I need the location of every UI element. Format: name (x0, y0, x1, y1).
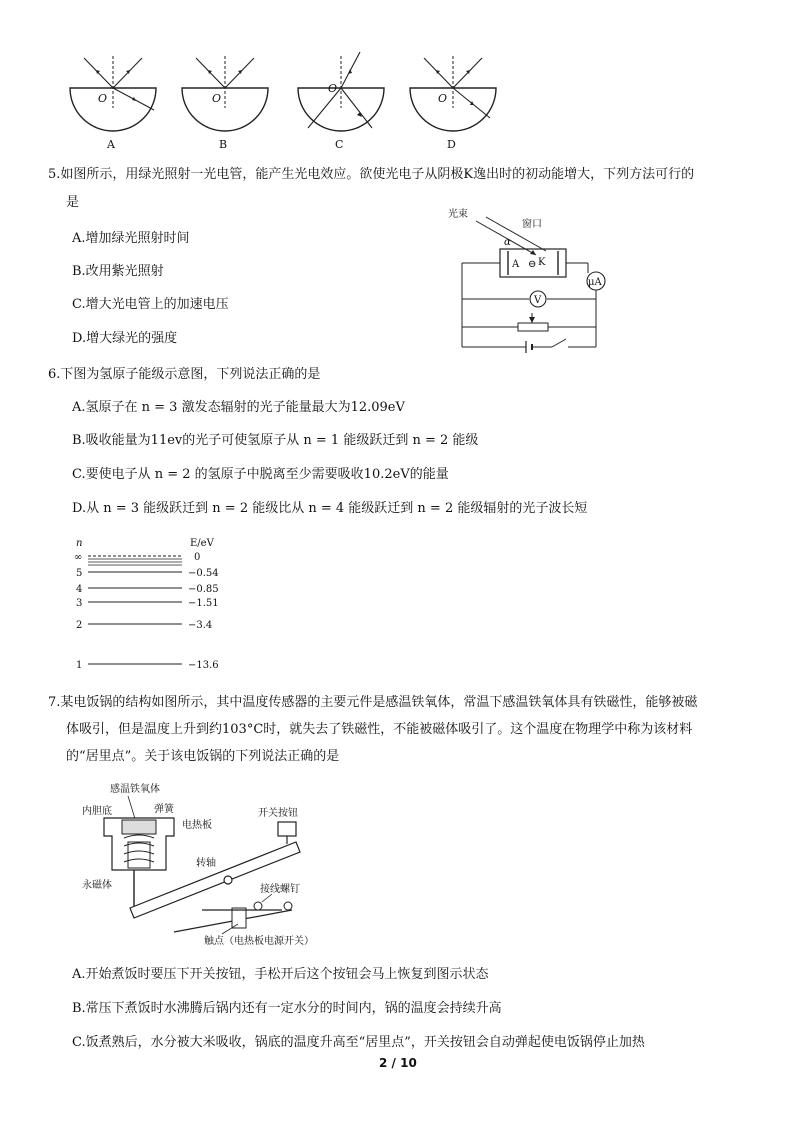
page-number: 2 / 10 (379, 1056, 417, 1070)
q5-option-b: B.改用紫光照射 (72, 264, 164, 279)
lens-label-a: A (107, 138, 115, 151)
lens-label-b: B (219, 138, 228, 151)
q6-option-a: A.氢原子在 n = 3 激发态辐射的光子能量最大为12.09eV (72, 400, 405, 415)
microammeter-label: μA (588, 277, 602, 288)
q5-option-a: A.增加绿光照射时间 (72, 231, 190, 246)
rheostat (518, 323, 548, 331)
q5-stem-line2: 是 (66, 195, 80, 210)
q5-stem-line1: 5.如图所示，用绿光照射一光电管，能产生光电效应。欲使光电子从阴极K逸出时的初动能增大，下列方法可行的 (48, 167, 695, 182)
contact-label: 触点（电热板电源开关） (204, 936, 314, 947)
n-header: n (76, 538, 83, 549)
level-n: 3 (76, 598, 83, 609)
level-n: 5 (76, 568, 83, 579)
lens-figure-d (402, 52, 502, 152)
q5-phototube-circuit (448, 205, 628, 355)
q6-stem: 6.下图为氢原子能级示意图，下列说法正确的是 (48, 367, 321, 382)
lens-figure-a (62, 52, 162, 152)
q7-rice-cooker-diagram (82, 780, 342, 950)
q7-option-a: A.开始煮饭时要压下开关按钮，手松开后这个按钮会马上恢复到图示状态 (72, 967, 489, 982)
q5-option-d: D.增大绿光的强度 (72, 331, 178, 346)
beam-label: 光束 (448, 209, 468, 220)
heating-plate-label: 电热板 (182, 820, 212, 831)
spring-label: 弹簧 (154, 804, 174, 815)
q7-stem-line2: 体吸引，但是温度上升到约103°C时，就失去了铁磁性，不能被磁体吸引了。这个温度在物理学中称为该材料 (66, 722, 693, 737)
level-n: 1 (76, 660, 83, 671)
q6-option-d: D.从 n = 3 能级跃迁到 n = 2 能级比从 n = 4 能级跃迁到 n = 2 能级辐射的光子波长短 (72, 501, 588, 516)
angle-label: α (504, 237, 511, 248)
switch-button-label: 开关按钮 (258, 808, 298, 819)
center-label: O (328, 82, 338, 95)
lens-figure-c (290, 52, 390, 152)
level-e: −3.4 (188, 620, 213, 631)
lens-figure-b (174, 52, 274, 152)
q7-stem-line3: 的“居里点”。关于该电饭锅的下列说法正确的是 (66, 749, 340, 764)
center-label: O (438, 92, 448, 105)
level-e: 0 (194, 552, 201, 563)
level-e: −0.54 (188, 568, 219, 579)
q7-option-b: B.常压下煮饭时水沸腾后锅内还有一定水分的时间内，锅的温度会持续升高 (72, 1001, 502, 1016)
ferrite-label: 感温铁氧体 (110, 784, 160, 795)
inner-bottom-label: 内胆底 (82, 806, 112, 817)
anode-label: A (512, 259, 520, 270)
q6-option-b: B.吸收能量为11ev的光子可使氢原子从 n = 1 能级跃迁到 n = 2 能级 (72, 433, 479, 448)
cathode-label: K (538, 257, 546, 268)
level-e: −0.85 (188, 584, 219, 595)
level-n: 4 (76, 584, 83, 595)
terminal-screw-label: 接线螺钉 (260, 884, 300, 895)
center-label: O (98, 92, 108, 105)
level-e: −13.6 (188, 660, 219, 671)
lens-label-c: C (335, 138, 344, 151)
window-label: 窗口 (522, 219, 542, 230)
q6-energy-level-diagram (70, 536, 250, 676)
level-n: 2 (76, 620, 83, 631)
svg-text:⊖: ⊖ (528, 259, 537, 270)
q7-stem-line1: 7.某电饭锅的结构如图所示，其中温度传感器的主要元件是感温铁氧体，常温下感温铁氧体具有铁磁性，能够被磁 (48, 695, 698, 710)
q7-option-c: C.饭煮熟后，水分被大米吸收，锅底的温度升高至“居里点”，开关按钮会自动弹起使电饭锅停止加热 (72, 1035, 645, 1050)
center-label: O (212, 92, 222, 105)
level-e: −1.51 (188, 598, 219, 609)
voltmeter-label: V (534, 295, 542, 306)
pivot-label: 转轴 (196, 858, 216, 869)
e-header: E/eV (190, 538, 214, 549)
lens-label-d: D (447, 138, 456, 151)
magnet-label: 永磁体 (82, 880, 112, 891)
level-n: ∞ (74, 552, 83, 563)
q5-option-c: C.增大光电管上的加速电压 (72, 297, 229, 312)
q6-option-c: C.要使电子从 n = 2 的氢原子中脱离至少需要吸收10.2eV的能量 (72, 467, 449, 482)
